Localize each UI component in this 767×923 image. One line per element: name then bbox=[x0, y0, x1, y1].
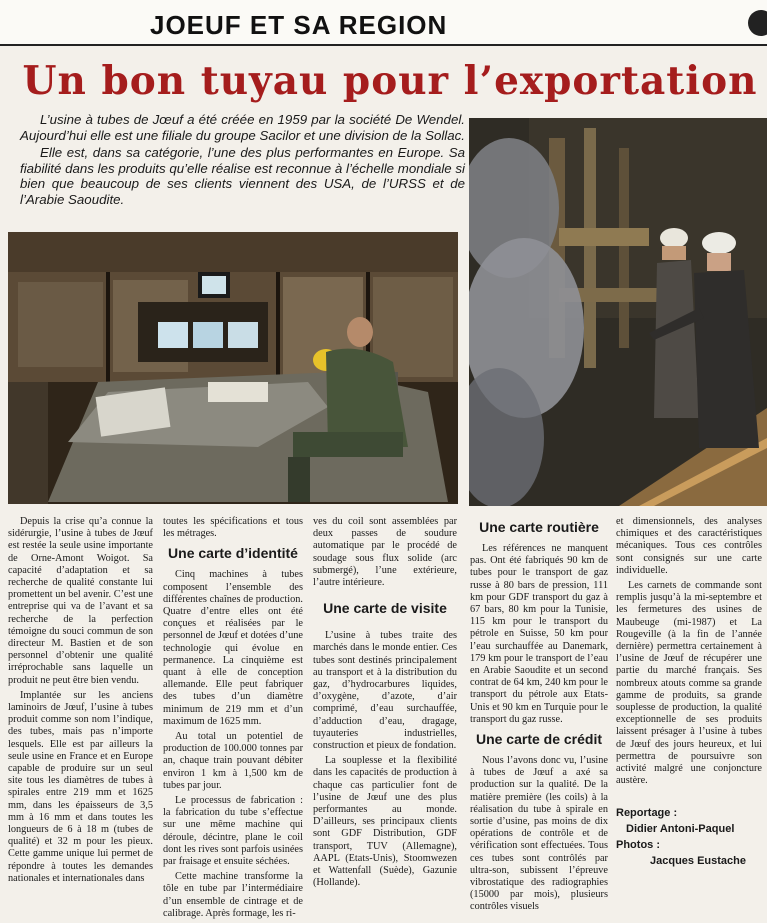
subheading-carte-visite: Une carte de visite bbox=[323, 600, 447, 617]
body-paragraph: La souplesse et la flexibilité dans les capacités de production à chaque cas particulier font de l’usine de Jœuf une des plus performantes au monde. D’ailleurs, ses principaux clients sont GDF Distribution, GDF transport, TUV (Allemagne), AAPL (Etats-Unis), Stoomwezen et Wattenfall (Suède), Gazunie (Hollande). bbox=[313, 755, 457, 889]
body-paragraph: Les références ne manquent pas. Ont été fabriqués 90 km de tubes pour le transport de gaz russe à 80 bars de pression, 111 km pour GDF transport du gaz à 67 bars, 80 km pour la Tunisie, 115 km pour le transport du pétrole en Suisse, 50 km pour l’eau surchauffée au Danemark, 179 km pour le transport de l’eau en Arabie Saoudite et un second contrat de 64 km, 240 km pour le transport du pétrole aux Etats-Unis et 90 km en Turquie pour le transport du gaz russe. bbox=[470, 543, 608, 725]
intro-paragraph: Elle est, dans sa catégorie, l’une des plus performantes en Europe. Sa fiabilité dans les produits qu’elle réalise est reconnue à l’échelle mondiale si bien que beaucoup de ses clients viennent des USA, de l’URSS et de l’Arabie Saoudite. bbox=[20, 145, 465, 207]
subheading-carte-identite: Une carte d’identité bbox=[168, 545, 298, 562]
body-paragraph: Depuis la crise qu’a connue la sidérurgie, l’usine à tubes de Jœuf est restée la seule usine importante de Orne-Amont Woigot. Sa capacité d’adaptation et sa recherche de qualité constante lui promettent un bel avenir. C’est une entreprise qui va de l’avant et sa recherche de la perfection témoigne du souci commun de son directeur M. Bastien et de son personnel d’obtenir une qualité irréprochable sans laquelle un produit ne peut être bien vendu. bbox=[8, 516, 153, 686]
body-paragraph: Cette machine transforme la tôle en tube par l’intermédiaire d’un ensemble de cintrage et de calibrage. Après formage, les ri- bbox=[163, 871, 303, 919]
control-room-photo bbox=[8, 232, 458, 504]
article-column-4 bbox=[470, 516, 608, 917]
body-paragraph: ves du coil sont assemblées par deux passes de soudure automatique par le procédé de soudage sous flux solide (arc submergé), l’une extérieure, l’autre intérieure. bbox=[313, 516, 457, 589]
body-paragraph: Le processus de fabrication : la fabrication du tube s’effectue sur une même machine qui déroule, décintre, plane le coil dont les rives sont parfois usinées par fraisage et ensuite séchées. bbox=[163, 795, 303, 868]
body-paragraph: Implantée sur les anciens laminoirs de Jœuf, l’usine à tubes produit comme son nom l’indique, des tubes, mais pas n’importe lesquels. Elle est par ailleurs la seule usine en France et en Europe capable de produire sur un seul site tous les diamètres de tubes à spirales entre 219 mm et 1625 mm, dans les épaisseurs de 3,5 mm à 16 mm et dans toutes les longueurs de 6 à 18 m (tubes de qualité) et 32 m pour les pieux. Cette gamme unique lui permet de répondre à toutes les demandes nationales et internationales dans bbox=[8, 689, 153, 884]
factory-floor-illustration bbox=[469, 118, 767, 506]
credit-reportage-name: Didier Antoni-Paquel bbox=[626, 823, 735, 836]
body-paragraph: L’usine à tubes traite des marchés dans le monde entier. Ces tubes sont destinés principalement au transport et à la distribution du gaz, d’hydrocarbures liquides, d’oxygène, d’azote, d’air comprimé, d’eau surchauffée, d’adduction d’eau, dragage, tuyauteries industrielles, construction et pieux de fondation. bbox=[313, 630, 457, 752]
subheading-carte-routiere: Une carte routière bbox=[479, 519, 599, 535]
body-paragraph: Les carnets de commande sont remplis jusqu’à la mi-septembre et les fermetures des usines de Maubeuge (mi-1987) et La Rougeville (à la fin de l’année dernière) permettra certainement à l’usine de Jœuf de récupérer une partie du marché français. Ses nombreux atouts comme sa grande gamme de produits, sa grande souplesse de production, la qualité exceptionnelle de ses produits laissent présager à l’usine à tubes de Jœuf des jours heureux, et lui permettra de poursuivre son activité malgré une conjoncture austère. bbox=[616, 580, 762, 787]
body-paragraph: Cinq machines à tubes composent l’ensemble des différentes chaînes de production. Quatre d’entre elles ont été conçues et réalisées par le personnel de Jœuf et dotées d’une technologie qui évolue en permanence. La cinquième est quant à elle de conception allemande. Elle peut fabriquer des tubes d’un diamètre minimum de 219 mm et d’un maximum de 1625 mm. bbox=[163, 569, 303, 727]
intro-paragraph: L’usine à tubes de Jœuf a été créée en 1959 par la société De Wendel. Aujourd’hui elle est une filiale du groupe Sacilor et une division de la Sollac. bbox=[20, 112, 465, 143]
body-paragraph: Au total un potentiel de production de 100.000 tonnes par an, chaque train pouvant débiter environ 1 km à 1,500 km de tubes par jour. bbox=[163, 731, 303, 791]
section-title: JOEUF ET SA REGION bbox=[150, 10, 448, 40]
credit-reportage-label: Reportage : bbox=[616, 807, 678, 820]
article-column-1 bbox=[8, 516, 153, 888]
body-paragraph: toutes les spécifications et tous les métrages. bbox=[163, 516, 303, 540]
article-column-2 bbox=[163, 516, 303, 923]
article-column-5 bbox=[616, 516, 762, 869]
article-column-3 bbox=[313, 516, 457, 892]
credit-photos-label: Photos : bbox=[616, 839, 660, 852]
credit-photos-name: Jacques Eustache bbox=[650, 855, 746, 868]
section-logo-icon bbox=[748, 10, 767, 36]
headline: Un bon tuyau pour l’exportation bbox=[22, 58, 758, 104]
intro-lead bbox=[20, 112, 465, 209]
factory-floor-photo bbox=[469, 118, 767, 506]
body-paragraph: et dimensionnels, des analyses chimiques et des caractéristiques mécaniques. Tous ces contrôles sont consignés sur une carte individuelle. bbox=[616, 516, 762, 576]
body-paragraph: Nous l’avons donc vu, l’usine à tubes de Jœuf a axé sa production sur la qualité. De la matière première (les coils) à la réalisation du tube à spirale en sortie d’usine, pas moins de dix opérations de contrôle et de vérification sont effectuées. Tous ces tubes sont contrôlés par ultra-son, subissent l’épreuve vibrostatique des radiographies (15000 par mois), plusieurs contrôles visuels bbox=[470, 755, 608, 913]
control-room-illustration bbox=[8, 232, 458, 504]
subheading-carte-credit: Une carte de crédit bbox=[475, 731, 603, 748]
credits bbox=[616, 805, 762, 869]
